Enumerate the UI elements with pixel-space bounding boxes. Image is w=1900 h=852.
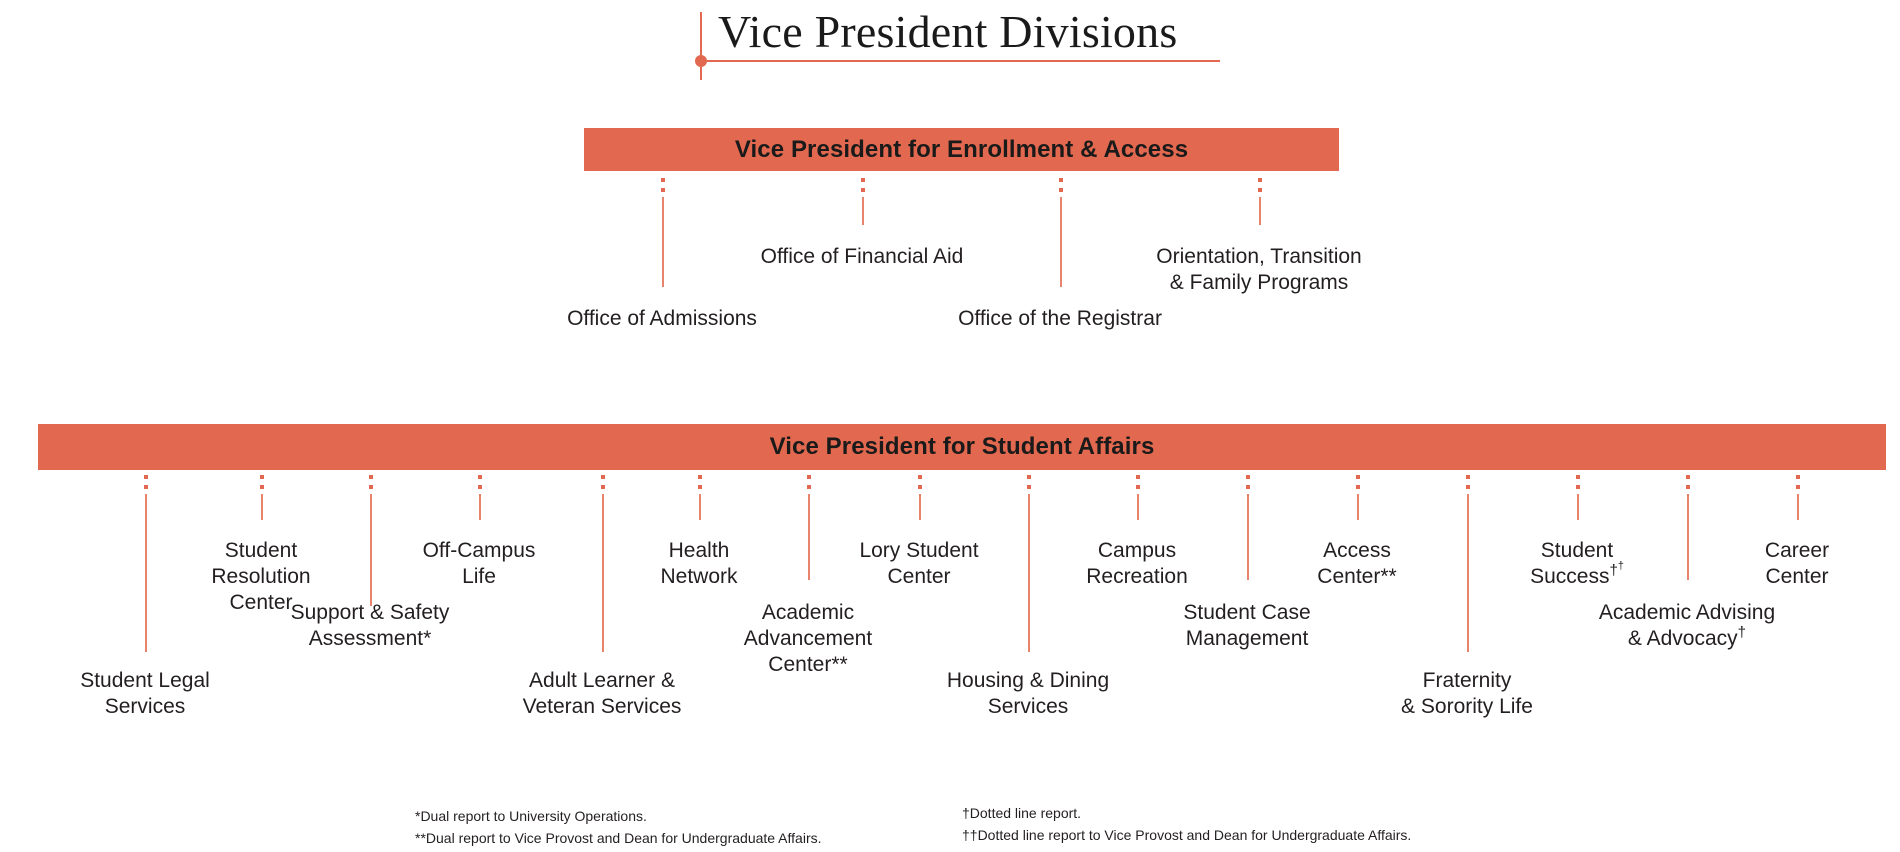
org-unit-label[interactable]: Academic Advising & Advocacy† [1598, 601, 1776, 650]
org-unit-label[interactable]: Campus Recreation [1086, 539, 1188, 588]
connector-dot-icon [601, 475, 605, 479]
org-unit-label[interactable]: Off-Campus Life [422, 539, 536, 588]
connector-dot-icon [1356, 475, 1360, 479]
connector-stem [1467, 494, 1469, 652]
connector-dot-icon [1059, 188, 1063, 192]
connector-dot-icon [918, 485, 922, 489]
org-unit-label[interactable]: Adult Learner & Veteran Services [522, 669, 682, 718]
connector-dot-icon [861, 178, 865, 182]
connector-stem [1577, 494, 1579, 520]
org-unit-label[interactable]: Office of Financial Aid [760, 245, 964, 268]
footnotes-left-column [415, 805, 822, 849]
connector-dot-icon [478, 485, 482, 489]
org-unit-label[interactable]: Access Center** [1317, 539, 1397, 588]
connector-dot-icon [1136, 485, 1140, 489]
connector-stem [1247, 494, 1249, 580]
connector-dot-icon [1258, 188, 1262, 192]
connector-dot-icon [1466, 475, 1470, 479]
connector-stem [1357, 494, 1359, 520]
connector-dot-icon [1027, 475, 1031, 479]
connector-dot-icon [1686, 475, 1690, 479]
page-title-block [700, 4, 1220, 74]
footnote-item: ††Dotted line report to Vice Provost and Dean for Undergraduate Affairs. [962, 827, 1412, 843]
org-unit-label[interactable]: Student Success†† [1530, 539, 1624, 588]
connector-dot-icon [1356, 485, 1360, 489]
page-title: Vice President Divisions [718, 6, 1178, 57]
connector-dot-icon [1258, 178, 1262, 182]
connector-dot-icon [918, 475, 922, 479]
org-unit-label[interactable]: Office of Admissions [567, 307, 757, 330]
connector-stem [370, 494, 372, 606]
org-unit-label[interactable]: Office of the Registrar [958, 307, 1162, 330]
division-header-student-affairs [38, 424, 1886, 470]
connector-dot-icon [144, 475, 148, 479]
connector-dot-icon [601, 485, 605, 489]
connector-stem [1060, 197, 1062, 287]
footnote-item: *Dual report to University Operations. [415, 808, 647, 824]
connector-stem [919, 494, 921, 520]
org-unit-label[interactable]: Student Case Management [1183, 601, 1311, 650]
org-unit-label[interactable]: Support & Safety Assessment* [290, 601, 450, 650]
connector-dot-icon [260, 475, 264, 479]
connector-stem [479, 494, 481, 520]
connector-dot-icon [369, 475, 373, 479]
connector-dot-icon [698, 475, 702, 479]
org-unit-label[interactable]: Housing & Dining Services [946, 669, 1110, 718]
connector-stem [662, 197, 664, 287]
connector-dot-icon [807, 485, 811, 489]
division-header-label: Vice President for Student Affairs [769, 433, 1155, 460]
org-unit-label[interactable]: Academic Advancement Center** [743, 601, 873, 676]
connector-dot-icon [478, 475, 482, 479]
connector-dot-icon [807, 475, 811, 479]
connector-dot-icon [661, 188, 665, 192]
title-vertical-tick [700, 12, 702, 80]
connector-dot-icon [1576, 485, 1580, 489]
division-header-enrollment-access [584, 128, 1339, 171]
connector-dot-icon [661, 178, 665, 182]
connector-stem [1137, 494, 1139, 520]
connector-dot-icon [861, 188, 865, 192]
connector-stem [1259, 197, 1261, 225]
org-unit-label[interactable]: Student Legal Services [80, 669, 210, 718]
connector-stem [1028, 494, 1030, 652]
connector-dot-icon [1466, 485, 1470, 489]
footnotes-right-column [962, 802, 1411, 846]
connector-dot-icon [1246, 475, 1250, 479]
connector-stem [1797, 494, 1799, 520]
org-unit-label[interactable]: Student Resolution Center [211, 539, 311, 614]
connector-dot-icon [1059, 178, 1063, 182]
connector-stem [862, 197, 864, 225]
org-unit-label[interactable]: Lory Student Center [859, 539, 979, 588]
connector-dot-icon [1027, 485, 1031, 489]
footnote-item: †Dotted line report. [962, 805, 1082, 821]
connector-dot-icon [369, 485, 373, 489]
connector-stem [808, 494, 810, 580]
connector-dot-icon [1246, 485, 1250, 489]
connector-dot-icon [1136, 475, 1140, 479]
footnote-item: **Dual report to Vice Provost and Dean for Undergraduate Affairs. [415, 830, 822, 846]
connector-dot-icon [1686, 485, 1690, 489]
connector-dot-icon [1576, 475, 1580, 479]
org-unit-label[interactable]: Health Network [660, 539, 738, 588]
division-header-label: Vice President for Enrollment & Access [734, 135, 1189, 163]
org-unit-label[interactable]: Orientation, Transition & Family Programs [1156, 245, 1362, 294]
connector-dot-icon [1796, 475, 1800, 479]
title-underline-rule [700, 60, 1220, 62]
connector-dot-icon [698, 485, 702, 489]
connector-dot-icon [1796, 485, 1800, 489]
connector-stem [261, 494, 263, 520]
connector-stem [699, 494, 701, 520]
connector-stem [1687, 494, 1689, 580]
connector-dot-icon [260, 485, 264, 489]
org-unit-label[interactable]: Career Center [1764, 539, 1830, 588]
connector-stem [145, 494, 147, 652]
connector-dot-icon [144, 485, 148, 489]
title-accent-dot-icon [695, 55, 707, 67]
org-unit-label[interactable]: Fraternity & Sorority Life [1401, 669, 1533, 718]
connector-stem [602, 494, 604, 652]
